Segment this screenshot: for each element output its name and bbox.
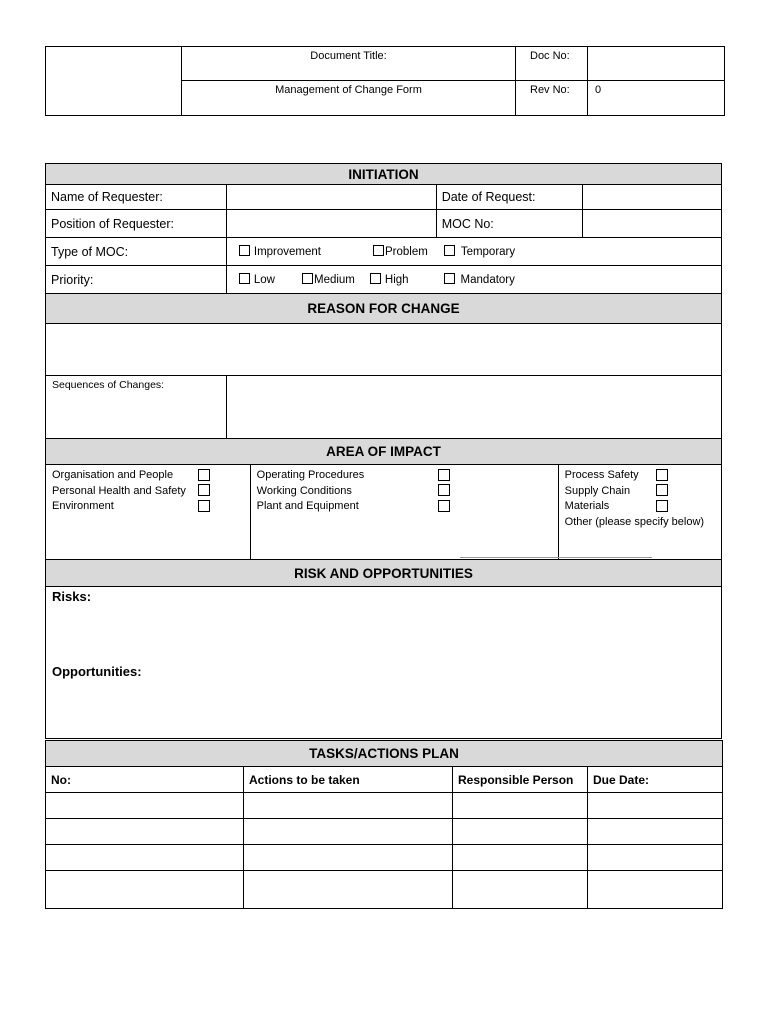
date-of-request-field[interactable]: [583, 185, 722, 210]
impact-item-operating-procedures: Operating Procedures: [256, 469, 365, 481]
document-title-label: Document Title:: [182, 47, 516, 81]
risks-label: Risks:: [52, 589, 92, 604]
checkbox-organisation[interactable]: [198, 469, 210, 481]
doc-no-value[interactable]: [588, 47, 725, 81]
rev-no-label: Rev No:: [516, 81, 588, 116]
checkbox-supply-chain[interactable]: [656, 484, 668, 496]
checkbox[interactable]: [370, 273, 381, 284]
moc-no-field[interactable]: [583, 210, 722, 238]
moc-no-label: MOC No:: [436, 210, 583, 238]
impact-item-process-safety: Process Safety: [564, 469, 639, 481]
cell-responsible[interactable]: [453, 793, 588, 819]
header-actions: Actions to be taken: [244, 767, 453, 793]
risk-opportunities-field[interactable]: [46, 587, 722, 739]
priority-mandatory-option[interactable]: Mandatory: [444, 274, 515, 286]
cell-due-date[interactable]: [588, 819, 723, 845]
moc-form-table: [45, 163, 722, 739]
checkbox[interactable]: [239, 245, 250, 256]
cell-due-date[interactable]: [588, 871, 723, 909]
date-of-request-label: Date of Request:: [436, 185, 583, 210]
tasks-actions-heading: TASKS/ACTIONS PLAN: [46, 741, 723, 767]
cell-no[interactable]: [46, 871, 244, 909]
table-row: [46, 871, 723, 909]
doc-no-label: Doc No:: [516, 47, 588, 81]
impact-item-plant-equipment: Plant and Equipment: [256, 500, 359, 512]
reason-for-change-field[interactable]: [46, 324, 722, 376]
checkbox[interactable]: [373, 245, 384, 256]
type-improvement-option[interactable]: Improvement: [239, 246, 321, 258]
sequences-of-changes-label: Sequences of Changes:: [46, 376, 227, 439]
checkbox-working-conditions[interactable]: [438, 484, 450, 496]
document-title: Management of Change Form: [182, 81, 516, 116]
position-of-requester-field[interactable]: [226, 210, 436, 238]
impact-column-operations: [250, 465, 558, 560]
document-header-table: [45, 46, 725, 116]
checkbox-process-safety[interactable]: [656, 469, 668, 481]
type-of-moc-label: Type of MOC:: [46, 238, 227, 266]
cell-action[interactable]: [244, 871, 453, 909]
impact-column-people: [46, 465, 251, 560]
header-responsible-person: Responsible Person: [453, 767, 588, 793]
table-row: [46, 819, 723, 845]
table-row: [46, 845, 723, 871]
cell-responsible[interactable]: [453, 871, 588, 909]
type-temporary-option[interactable]: Temporary: [444, 246, 515, 258]
priority-low-option[interactable]: Low: [239, 274, 275, 286]
checkbox[interactable]: [239, 273, 250, 284]
priority-options: [226, 266, 721, 294]
opportunities-label: Opportunities:: [52, 664, 142, 679]
impact-item-environment: Environment: [52, 500, 114, 512]
cell-no[interactable]: [46, 819, 244, 845]
header-no: No:: [46, 767, 244, 793]
impact-item-working-conditions: Working Conditions: [256, 484, 352, 497]
cell-action[interactable]: [244, 793, 453, 819]
logo-cell: [46, 47, 182, 116]
cell-due-date[interactable]: [588, 793, 723, 819]
name-of-requester-label: Name of Requester:: [46, 185, 227, 210]
position-of-requester-label: Position of Requester:: [46, 210, 227, 238]
cell-responsible[interactable]: [453, 819, 588, 845]
checkbox[interactable]: [444, 273, 455, 284]
cell-no[interactable]: [46, 793, 244, 819]
impact-item-health-safety: Personal Health and Safety: [52, 484, 186, 497]
checkbox[interactable]: [302, 273, 313, 284]
impact-item-supply-chain: Supply Chain: [564, 484, 631, 497]
cell-no[interactable]: [46, 845, 244, 871]
sequences-of-changes-field[interactable]: [226, 376, 721, 439]
other-specify-line[interactable]: [460, 557, 652, 558]
impact-item-organisation: Organisation and People: [52, 469, 174, 481]
checkbox-health-safety[interactable]: [198, 484, 210, 496]
cell-responsible[interactable]: [453, 845, 588, 871]
cell-due-date[interactable]: [588, 845, 723, 871]
initiation-heading: INITIATION: [46, 164, 722, 185]
priority-high-option[interactable]: High: [370, 274, 409, 286]
table-row: [46, 793, 723, 819]
checkbox-operating-procedures[interactable]: [438, 469, 450, 481]
type-problem-option[interactable]: Problem: [373, 246, 428, 258]
cell-action[interactable]: [244, 845, 453, 871]
area-of-impact-heading: AREA OF IMPACT: [46, 439, 722, 465]
type-of-moc-options: [226, 238, 721, 266]
priority-label: Priority:: [46, 266, 227, 294]
checkbox-environment[interactable]: [198, 500, 210, 512]
checkbox-plant-equipment[interactable]: [438, 500, 450, 512]
header-due-date: Due Date:: [588, 767, 723, 793]
priority-medium-option[interactable]: Medium: [302, 274, 355, 286]
rev-no-value[interactable]: 0: [588, 81, 725, 116]
impact-item-other: Other (please specify below): [564, 515, 705, 528]
risk-opportunities-heading: RISK AND OPPORTUNITIES: [46, 560, 722, 587]
tasks-table: [45, 740, 723, 909]
cell-action[interactable]: [244, 819, 453, 845]
checkbox-materials[interactable]: [656, 500, 668, 512]
impact-item-materials: Materials: [564, 500, 610, 512]
name-of-requester-field[interactable]: [226, 185, 436, 210]
impact-column-process: [558, 465, 721, 560]
reason-for-change-heading: REASON FOR CHANGE: [46, 294, 722, 324]
checkbox[interactable]: [444, 245, 455, 256]
